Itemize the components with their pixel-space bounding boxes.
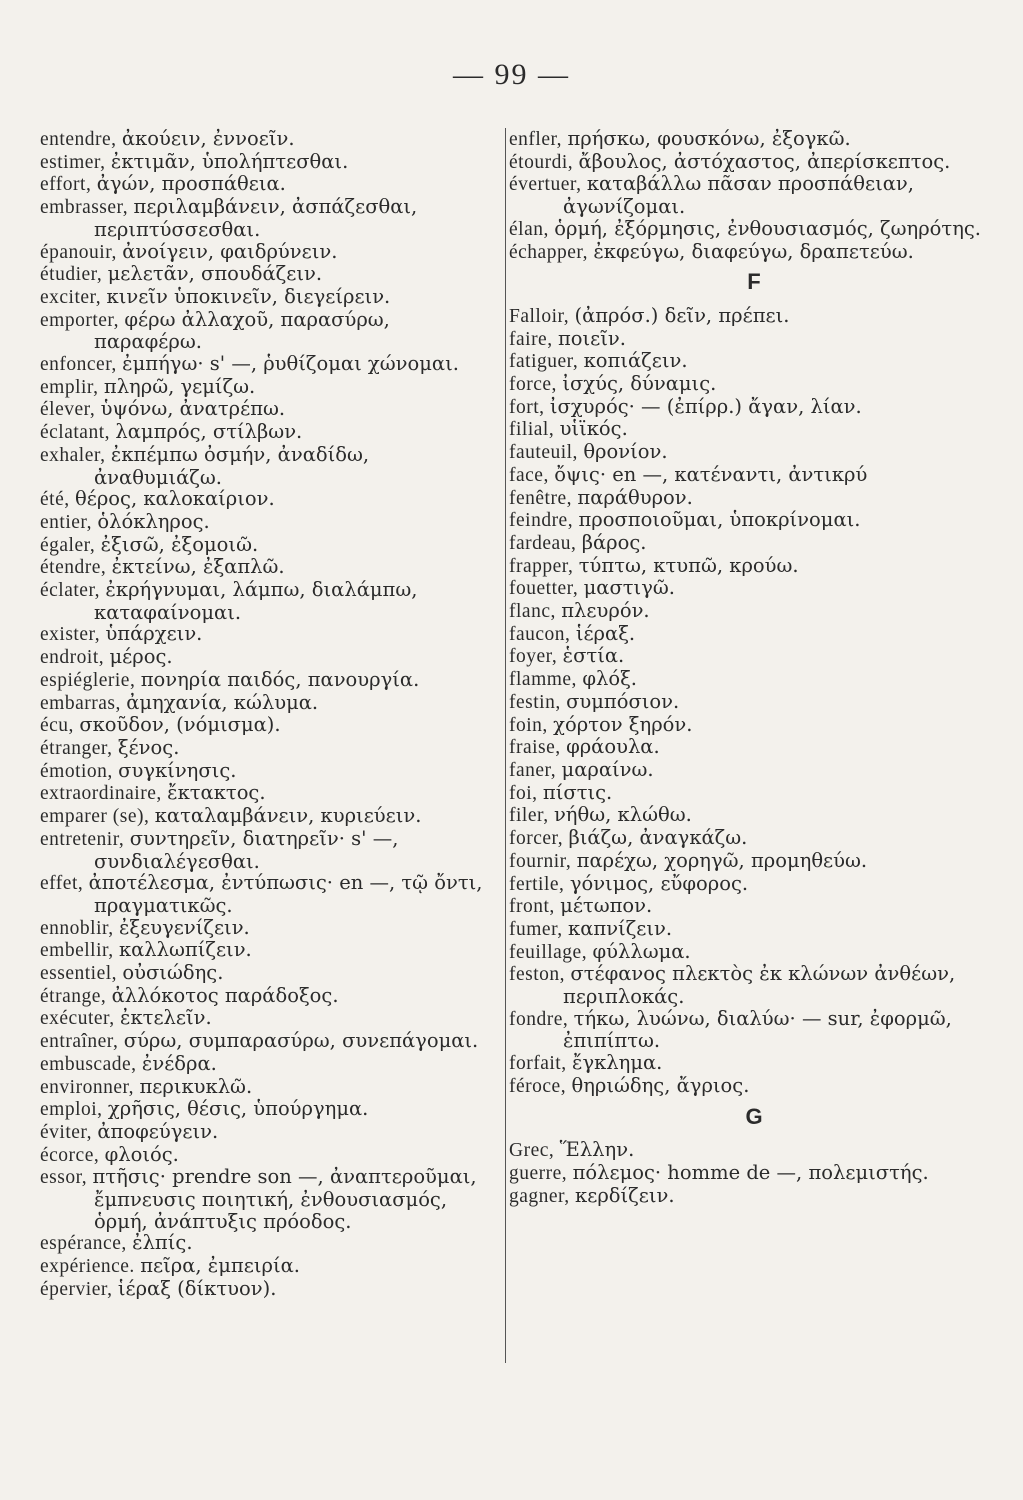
- section-letter: F: [747, 269, 761, 295]
- french-headword: forcer,: [509, 828, 569, 850]
- dictionary-entry: [40, 173, 495, 196]
- french-headword: feuillage,: [509, 941, 593, 963]
- dictionary-entry: [40, 1007, 495, 1030]
- greek-translation: τήκω, λυώνω, διαλύω· — sur, ἐφορμῶ, ἐπιπίπτω.: [563, 1006, 952, 1053]
- greek-translation: βάρος.: [581, 530, 647, 554]
- dictionary-entry: [40, 398, 495, 421]
- french-headword: frapper,: [509, 555, 579, 577]
- french-headword: fort,: [509, 396, 550, 418]
- greek-translation: καταβάλλω πᾶσαν προσπάθειαν, ἀγωνίζομαι.: [563, 172, 914, 219]
- dictionary-entry: [509, 895, 999, 918]
- french-headword: essor,: [40, 1167, 93, 1189]
- greek-translation: ἀποτέλεσμα, ἐντύπωσις· en —, τῷ ὄντι, πραγματικῶς.: [88, 871, 483, 917]
- dictionary-entry: [40, 692, 495, 715]
- greek-translation: ἄβουλος, ἀστόχαστος, ἀπερίσκεπτος.: [578, 149, 951, 173]
- french-headword: entraîner,: [40, 1031, 124, 1053]
- french-headword: fournir,: [509, 850, 577, 872]
- dictionary-entry: [40, 872, 495, 916]
- dictionary-entry: [509, 1139, 999, 1162]
- french-headword: filial,: [509, 419, 560, 441]
- french-headword: embrasser,: [40, 197, 134, 219]
- french-headword: expérience.: [40, 1256, 141, 1278]
- french-headword: étendre,: [40, 557, 112, 579]
- french-headword: élever,: [40, 399, 101, 421]
- dictionary-entry: [40, 1166, 495, 1232]
- greek-translation: πίστις.: [542, 780, 613, 804]
- dictionary-entry: [509, 441, 999, 464]
- dictionary-entry: [40, 1255, 495, 1278]
- greek-translation: μαραίνω.: [561, 757, 654, 781]
- french-headword: environner,: [40, 1076, 140, 1098]
- french-headword: fatiguer,: [509, 351, 584, 373]
- greek-translation: χρῆσις, θέσις, ὑπούργημα.: [107, 1097, 369, 1121]
- dictionary-entry: [40, 556, 495, 579]
- greek-translation: (ἀπρόσ.) δεῖν, πρέπει.: [574, 303, 790, 327]
- dictionary-entry: [40, 241, 495, 264]
- french-headword: essentiel,: [40, 963, 123, 985]
- french-headword: étourdi,: [509, 151, 579, 173]
- french-headword: épervier,: [40, 1278, 118, 1300]
- greek-translation: ἐμπήγω· s' —, ῥυθίζομαι χώνομαι.: [122, 352, 459, 376]
- greek-translation: καπνίζειν.: [568, 916, 673, 940]
- greek-translation: θηριώδης, ἄγριος.: [571, 1073, 750, 1097]
- greek-translation: νήθω, κλώθω.: [553, 803, 692, 827]
- french-headword: enfoncer,: [40, 354, 123, 376]
- greek-translation: φλόξ.: [582, 667, 638, 691]
- dictionary-entry: [509, 963, 999, 1007]
- greek-translation: πτῆσις· prendre son —, ἀναπτεροῦμαι, ἔμπνευσις ποιητική, ἐνθουσιασμός, ὁρμή, ἀνάπτυξις πρόοδος.: [92, 1165, 477, 1233]
- greek-translation: ὁλόκληρος.: [97, 509, 210, 533]
- french-headword: fauteuil,: [509, 442, 584, 464]
- page-number: — 99 —: [453, 58, 570, 91]
- french-headword: flanc,: [509, 601, 562, 623]
- french-headword: fondre,: [509, 1008, 574, 1030]
- french-headword: emparer (se),: [40, 806, 155, 828]
- french-headword: fumer,: [509, 918, 569, 940]
- greek-translation: ἀποφεύγειν.: [97, 1119, 219, 1143]
- greek-translation: θέρος, καλοκαίριον.: [74, 487, 275, 511]
- greek-translation: λαμπρός, στίλβων.: [115, 420, 303, 444]
- french-headword: Grec,: [509, 1140, 560, 1162]
- greek-translation: θρονίον.: [583, 440, 668, 464]
- dictionary-entry: [40, 488, 495, 511]
- greek-translation: προσποιοῦμαι, ὑποκρίνομαι.: [578, 508, 861, 532]
- french-headword: flamme,: [509, 669, 583, 691]
- greek-translation: χόρτον ξηρόν.: [553, 712, 693, 736]
- french-headword: effet,: [40, 873, 89, 895]
- dictionary-entry: [509, 691, 999, 714]
- french-headword: espiéglerie,: [40, 669, 141, 691]
- french-headword: foin,: [509, 714, 554, 736]
- dictionary-entry: [40, 196, 495, 240]
- dictionary-entry: [509, 1075, 999, 1098]
- dictionary-entry: [509, 396, 999, 419]
- french-headword: embarras,: [40, 692, 127, 714]
- dictionary-entry: [40, 1144, 495, 1167]
- french-headword: entretenir,: [40, 828, 130, 850]
- dictionary-entry: [40, 1030, 495, 1053]
- french-headword: feindre,: [509, 510, 579, 532]
- french-headword: guerre,: [509, 1162, 573, 1184]
- greek-translation: κοπιάζειν.: [583, 349, 688, 373]
- greek-translation: ἀλλόκοτος παράδοξος.: [111, 983, 339, 1007]
- greek-translation: ποιεῖν.: [557, 326, 626, 350]
- french-headword: espérance,: [40, 1233, 133, 1255]
- greek-translation: ἔγκλημα.: [571, 1051, 663, 1075]
- french-headword: feston,: [509, 964, 571, 986]
- dictionary-entry: [509, 1008, 999, 1052]
- greek-translation: πλευρόν.: [561, 599, 650, 623]
- french-headword: fraise,: [509, 737, 567, 759]
- dictionary-entry: [40, 444, 495, 488]
- greek-translation: ξένος.: [117, 735, 180, 759]
- dictionary-entry: [509, 623, 999, 646]
- french-headword: fouetter,: [509, 578, 584, 600]
- dictionary-entry: [40, 737, 495, 760]
- right-column: [505, 128, 999, 1363]
- french-headword: entier,: [40, 511, 98, 533]
- dictionary-entry: [509, 600, 999, 623]
- greek-translation: ὑπάρχειν.: [105, 622, 203, 646]
- greek-translation: ἀμηχανία, κώλυμα.: [126, 690, 319, 714]
- dictionary-entry: [40, 128, 495, 151]
- greek-translation: ἔκτακτος.: [167, 781, 266, 805]
- greek-translation: ἐνέδρα.: [141, 1051, 217, 1075]
- dictionary-entry: [40, 1053, 495, 1076]
- french-headword: front,: [509, 896, 561, 918]
- dictionary-entry: [509, 714, 999, 737]
- greek-translation: ἀκούειν, ἐννοεῖν.: [121, 127, 295, 150]
- dictionary-entry: [40, 151, 495, 174]
- greek-translation: παρέχω, χορηγῶ, προμηθεύω.: [576, 848, 868, 872]
- greek-translation: ἐκτείνω, ἐξαπλῶ.: [111, 555, 285, 579]
- dictionary-entry: [509, 827, 999, 850]
- greek-translation: ὄψις· en —, κατέναντι, ἀντικρύ: [554, 462, 868, 486]
- greek-translation: φέρω ἀλλαχοῦ, παρασύρω, παραφέρω.: [94, 307, 390, 354]
- greek-translation: ἰσχύς, δύναμις.: [562, 372, 717, 396]
- greek-translation: ἐκτιμᾶν, ὑπολήπτεσθαι.: [110, 149, 349, 173]
- french-headword: éclatant,: [40, 422, 116, 444]
- dictionary-entry: [40, 1232, 495, 1255]
- greek-translation: πρήσκω, φουσκόνω, ἐξογκῶ.: [567, 127, 851, 150]
- greek-translation: κερδίζειν.: [575, 1183, 675, 1207]
- french-headword: face,: [509, 464, 555, 486]
- dictionary-entry: [40, 421, 495, 444]
- section-letter: G: [745, 1103, 763, 1129]
- french-headword: enfler,: [509, 129, 568, 150]
- dictionary-entry: [509, 668, 999, 691]
- dictionary-entry: [40, 646, 495, 669]
- dictionary-entry: [40, 1076, 495, 1099]
- dictionary-entry: [40, 623, 495, 646]
- greek-translation: φλοιός.: [104, 1142, 179, 1166]
- french-headword: éclater,: [40, 580, 106, 602]
- french-headword: ennoblir,: [40, 917, 119, 939]
- dictionary-entry: [40, 760, 495, 783]
- french-headword: été,: [40, 489, 75, 511]
- french-headword: exciter,: [40, 286, 107, 308]
- french-headword: faire,: [509, 328, 558, 350]
- french-headword: forfait,: [509, 1053, 572, 1075]
- french-headword: étrange,: [40, 985, 112, 1007]
- dictionary-entry: [509, 241, 999, 264]
- french-headword: égaler,: [40, 534, 101, 556]
- dictionary-entry: [509, 464, 999, 487]
- dictionary-entry: [509, 804, 999, 827]
- dictionary-entry: [509, 555, 999, 578]
- french-headword: embellir,: [40, 940, 119, 962]
- dictionary-entry: [40, 1278, 495, 1301]
- dictionary-entry: [509, 645, 999, 668]
- dictionary-entry: [40, 917, 495, 940]
- french-headword: foi,: [509, 782, 543, 804]
- french-headword: estimer,: [40, 151, 111, 173]
- french-headword: écorce,: [40, 1144, 105, 1166]
- dictionary-entry: [509, 850, 999, 873]
- greek-translation: ἐκφεύγω, διαφεύγω, δραπετεύω.: [593, 239, 914, 263]
- dictionary-entry: [40, 353, 495, 376]
- french-headword: étranger,: [40, 737, 118, 759]
- dictionary-entry: [40, 1098, 495, 1121]
- dictionary-entry: [40, 985, 495, 1008]
- greek-translation: συγκίνησις.: [118, 758, 237, 782]
- greek-translation: πληρῶ, γεμίζω.: [103, 374, 256, 398]
- greek-translation: ἐξευγενίζειν.: [118, 915, 250, 939]
- dictionary-entry: [40, 828, 495, 872]
- greek-translation: πεῖρα, ἐμπειρία.: [140, 1254, 300, 1278]
- french-headword: émotion,: [40, 760, 119, 782]
- greek-translation: περιλαμβάνειν, ἀσπάζεσθαι, περιπτύσσεσθαι.: [94, 195, 418, 241]
- greek-translation: βιάζω, ἀναγκάζω.: [568, 826, 748, 850]
- greek-translation: ἀνοίγειν, φαιδρύνειν.: [122, 239, 338, 263]
- dictionary-entry: [509, 305, 999, 328]
- dictionary-entry: [509, 782, 999, 805]
- dictionary-entry: [509, 918, 999, 941]
- french-headword: fertile,: [509, 873, 570, 895]
- dictionary-entry: [40, 309, 495, 353]
- greek-translation: φράουλα.: [566, 735, 660, 759]
- french-headword: emploi,: [40, 1099, 108, 1121]
- dictionary-entry: [509, 1185, 999, 1208]
- dictionary-entry: [509, 173, 999, 217]
- dictionary-entry: [40, 669, 495, 692]
- dictionary-entry: [40, 714, 495, 737]
- french-headword: foyer,: [509, 646, 563, 668]
- left-column: [40, 128, 495, 1301]
- french-headword: emplir,: [40, 376, 104, 398]
- french-headword: faucon,: [509, 623, 576, 645]
- french-headword: élan,: [509, 218, 555, 240]
- greek-translation: στέφανος πλεκτὸς ἐκ κλώνων ἀνθέων, περιπλοκάς.: [563, 962, 956, 1009]
- dictionary-entry: [509, 328, 999, 351]
- french-headword: fenêtre,: [509, 487, 578, 509]
- french-headword: effort,: [40, 174, 97, 196]
- greek-translation: οὐσιώδης.: [122, 961, 224, 985]
- greek-translation: σκοῦδον, (νόμισμα).: [79, 713, 281, 737]
- dictionary-entry: [40, 782, 495, 805]
- greek-translation: μελετᾶν, σπουδάζειν.: [107, 262, 323, 286]
- greek-translation: σύρω, συμπαρασύρω, συνεπάγομαι.: [123, 1029, 479, 1053]
- greek-translation: μαστιγῶ.: [583, 576, 675, 600]
- dictionary-entry: [509, 373, 999, 396]
- dictionary-entry: [509, 873, 999, 896]
- greek-translation: τύπτω, κτυπῶ, κρούω.: [578, 553, 799, 577]
- french-headword: exister,: [40, 624, 106, 646]
- french-headword: éviter,: [40, 1121, 98, 1143]
- dictionary-entry: [40, 263, 495, 286]
- greek-translation: ὑψόνω, ἀνατρέπω.: [100, 397, 286, 421]
- greek-translation: καλλωπίζειν.: [118, 938, 252, 962]
- greek-translation: υἱϊκός.: [559, 417, 628, 441]
- french-headword: filer,: [509, 805, 554, 827]
- greek-translation: φύλλωμα.: [592, 939, 691, 963]
- french-headword: écu,: [40, 715, 80, 737]
- french-headword: exécuter,: [40, 1008, 121, 1030]
- greek-translation: καταλαμβάνειν, κυριεύειν.: [154, 804, 422, 828]
- dictionary-entry: [509, 128, 999, 151]
- dictionary-entry: [509, 218, 999, 241]
- greek-translation: ἐλπίς.: [132, 1231, 193, 1255]
- greek-translation: μέτωπον.: [560, 894, 653, 918]
- dictionary-entry: [509, 151, 999, 174]
- french-headword: faner,: [509, 759, 562, 781]
- french-headword: entendre,: [40, 129, 122, 150]
- dictionary-entry: [509, 487, 999, 510]
- dictionary-entry: [40, 805, 495, 828]
- greek-translation: περικυκλῶ.: [139, 1074, 253, 1098]
- french-headword: force,: [509, 374, 563, 396]
- greek-translation: ἀγών, προσπάθεια.: [96, 172, 286, 196]
- greek-translation: ἱέραξ.: [575, 621, 636, 645]
- greek-translation: παράθυρον.: [577, 485, 693, 509]
- french-headword: endroit,: [40, 647, 110, 669]
- greek-translation: συμπόσιον.: [566, 689, 680, 713]
- dictionary-entry: [40, 579, 495, 623]
- greek-translation: ἐκπέμπω ὀσμήν, ἀναδίδω, ἀναθυμιάζω.: [94, 442, 370, 489]
- french-headword: embuscade,: [40, 1053, 142, 1075]
- greek-translation: κινεῖν ὑποκινεῖν, διεγείρειν.: [106, 284, 391, 308]
- french-headword: échapper,: [509, 241, 594, 263]
- dictionary-entry: [40, 534, 495, 557]
- greek-translation: ἐκτελεῖν.: [120, 1006, 212, 1030]
- french-headword: étudier,: [40, 264, 108, 286]
- greek-translation: ἐκρήγνυμαι, λάμπω, διαλάμπω, καταφαίνομαι.: [94, 578, 418, 624]
- greek-translation: γόνιμος, εὔφορος.: [569, 871, 749, 895]
- dictionary-entry: [40, 962, 495, 985]
- dictionary-entry: [40, 286, 495, 309]
- french-headword: emporter,: [40, 309, 125, 331]
- greek-translation: Ἕλλην.: [559, 1138, 635, 1162]
- french-headword: fardeau,: [509, 532, 582, 554]
- greek-translation: πόλεμος· homme de —, πολεμιστής.: [572, 1160, 929, 1184]
- dictionary-entry: [509, 1162, 999, 1185]
- dictionary-entry: [509, 532, 999, 555]
- french-headword: féroce,: [509, 1075, 572, 1097]
- dictionary-entry: [40, 939, 495, 962]
- greek-translation: ἰσχυρός· — (ἐπίρρ.) ἄγαν, λίαν.: [549, 394, 862, 418]
- french-headword: Falloir,: [509, 305, 575, 327]
- greek-translation: μέρος.: [109, 645, 173, 669]
- french-headword: gagner,: [509, 1185, 576, 1207]
- dictionary-entry: [509, 759, 999, 782]
- french-headword: exhaler,: [40, 444, 111, 466]
- french-headword: extraordinaire,: [40, 783, 168, 805]
- greek-translation: ἐξισῶ, ἐξομοιῶ.: [100, 532, 259, 556]
- dictionary-entry: [509, 509, 999, 532]
- french-headword: évertuer,: [509, 174, 587, 196]
- greek-translation: ἑστία.: [562, 644, 625, 668]
- greek-translation: συντηρεῖν, διατηρεῖν· s' —, συνδιαλέγεσθαι.: [94, 826, 399, 873]
- greek-translation: πονηρία παιδός, πανουργία.: [140, 667, 420, 691]
- dictionary-entry: [509, 941, 999, 964]
- dictionary-entry: [509, 350, 999, 373]
- dictionary-entry: [509, 577, 999, 600]
- french-headword: épanouir,: [40, 241, 123, 263]
- french-headword: festin,: [509, 691, 567, 713]
- dictionary-entry: [509, 1052, 999, 1075]
- greek-translation: ἱέραξ (δίκτυον).: [117, 1276, 277, 1300]
- greek-translation: ὁρμή, ἐξόρμησις, ἐνθουσιασμός, ζωηρότης.: [554, 216, 981, 240]
- dictionary-entry: [509, 418, 999, 441]
- dictionary-entry: [40, 511, 495, 534]
- dictionary-entry: [40, 376, 495, 399]
- dictionary-entry: [509, 736, 999, 759]
- dictionary-entry: [40, 1121, 495, 1144]
